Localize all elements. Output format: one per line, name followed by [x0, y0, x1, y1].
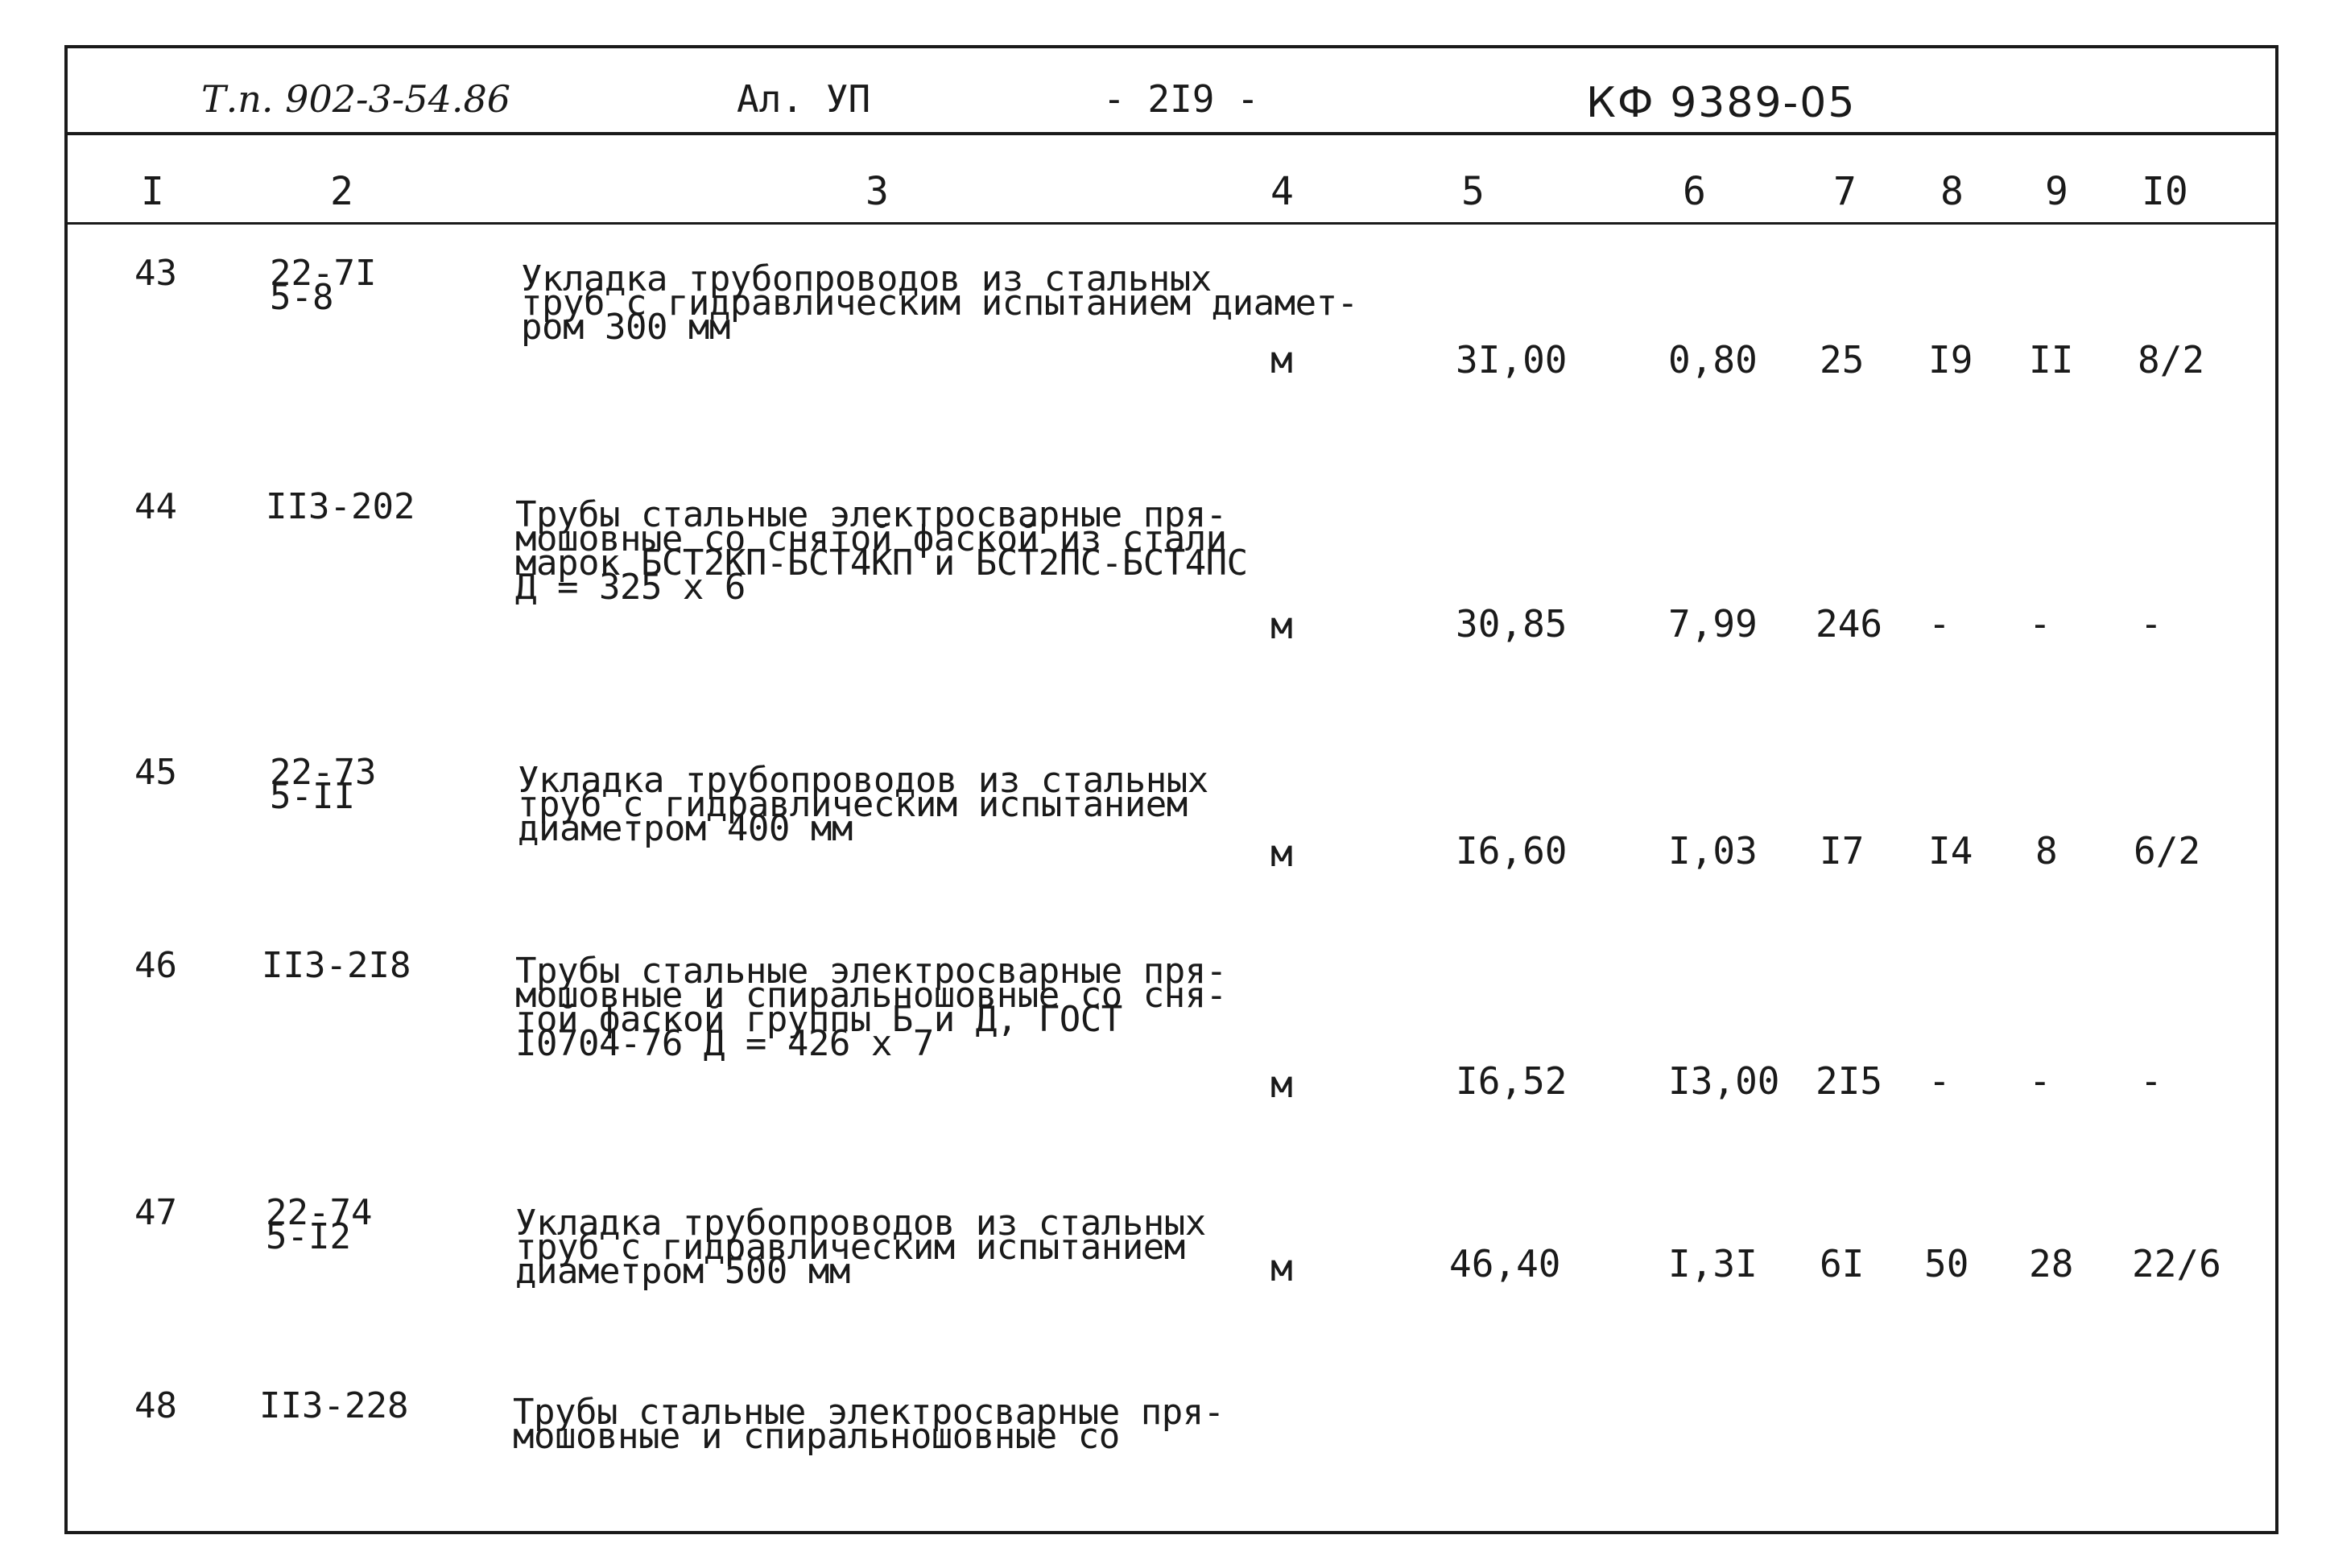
col8-value: I4: [1928, 829, 1973, 873]
col5-value: 3I,00: [1456, 338, 1568, 382]
work-description: Укладка трубопроводов из стальных труб с гидравлическим испытанием диамет- ром 300 мм: [521, 258, 1358, 348]
col6-value: 0,80: [1668, 338, 1758, 382]
col9-value: 8: [2035, 829, 2058, 873]
column-header: 6: [1683, 169, 1706, 214]
col9-value: -: [2029, 602, 2051, 646]
work-description: Трубы стальные электросварные пря- мошовные со снятой фаской из стали марок БСТ2КП-БСТ4КП и БСТ2ПС-БСТ4ПС Д = 325 х 6: [515, 494, 1248, 608]
col10-value: 6/2: [2134, 829, 2201, 873]
col8-value: -: [1928, 602, 1951, 646]
norm-code: 22-73 5-II: [270, 752, 377, 817]
column-header: 3: [865, 169, 889, 214]
unit: м: [1270, 1063, 1293, 1106]
col9-value: II: [2029, 338, 2074, 382]
col10-value: -: [2140, 1059, 2163, 1103]
norm-code: 22-7I 5-8: [270, 253, 377, 318]
col7-value: 25: [1820, 338, 1865, 382]
column-header: 4: [1270, 169, 1294, 214]
doc-reference: Т.п. 902-3-54.86: [201, 77, 511, 121]
page-number: - 2I9 -: [1103, 77, 1259, 121]
norm-code: II3-202: [266, 486, 415, 527]
col5-value: 46,40: [1449, 1242, 1561, 1285]
column-header: 5: [1461, 169, 1485, 214]
document-code: КФ 9389-05: [1586, 79, 1857, 127]
norm-code: II3-2I8: [262, 945, 411, 986]
work-description: Трубы стальные электросварные пря- мошовные и спиральношовные со сня- той фаской группы Б и Д, ГОСТ I0704-76 Д = 426 х 7: [515, 951, 1227, 1064]
row-number: 45: [134, 752, 177, 793]
column-header: 8: [1940, 169, 1964, 214]
col8-value: I9: [1928, 338, 1973, 382]
header-divider: [64, 132, 2278, 135]
column-header: 2: [330, 169, 353, 214]
col6-value: I,3I: [1668, 1242, 1758, 1285]
column-header: I0: [2142, 169, 2188, 214]
unit: м: [1270, 1246, 1293, 1289]
col7-value: 2I5: [1816, 1059, 1883, 1103]
col7-value: 6I: [1820, 1242, 1865, 1285]
col8-value: -: [1928, 1059, 1951, 1103]
col6-value: 7,99: [1668, 602, 1758, 646]
row-number: 44: [134, 486, 177, 527]
col5-value: I6,60: [1456, 829, 1568, 873]
col7-value: 246: [1816, 602, 1883, 646]
row-number: 47: [134, 1192, 177, 1233]
work-description: Укладка трубопроводов из стальных труб с гидравлическим испытанием диаметром 500 мм: [515, 1203, 1206, 1292]
unit: м: [1270, 604, 1293, 647]
row-number: 48: [134, 1385, 177, 1426]
unit: м: [1270, 831, 1293, 875]
col6-value: I,03: [1668, 829, 1758, 873]
work-description: Укладка трубопроводов из стальных труб с гидравлическим испытанием диаметром 400 мм: [518, 760, 1208, 849]
col5-value: I6,52: [1456, 1059, 1568, 1103]
album-label: Ал. УП: [737, 77, 871, 121]
col9-value: 28: [2029, 1242, 2074, 1285]
row-number: 43: [134, 253, 177, 294]
row-number: 46: [134, 945, 177, 986]
col6-value: I3,00: [1668, 1059, 1780, 1103]
col10-value: -: [2140, 602, 2163, 646]
column-header: 9: [2045, 169, 2068, 214]
work-description: Трубы стальные электросварные пря- мошовные и спиральношовные со: [513, 1392, 1225, 1457]
column-header-divider: [64, 222, 2278, 225]
column-header: 7: [1833, 169, 1857, 214]
col10-value: 22/6: [2132, 1242, 2221, 1285]
norm-code: II3-228: [259, 1385, 409, 1426]
col5-value: 30,85: [1456, 602, 1568, 646]
column-header: I: [141, 169, 164, 214]
unit: м: [1270, 338, 1293, 382]
norm-code: 22-74 5-I2: [266, 1192, 373, 1257]
col10-value: 8/2: [2138, 338, 2205, 382]
col8-value: 50: [1924, 1242, 1969, 1285]
col9-value: -: [2029, 1059, 2051, 1103]
col7-value: I7: [1820, 829, 1865, 873]
